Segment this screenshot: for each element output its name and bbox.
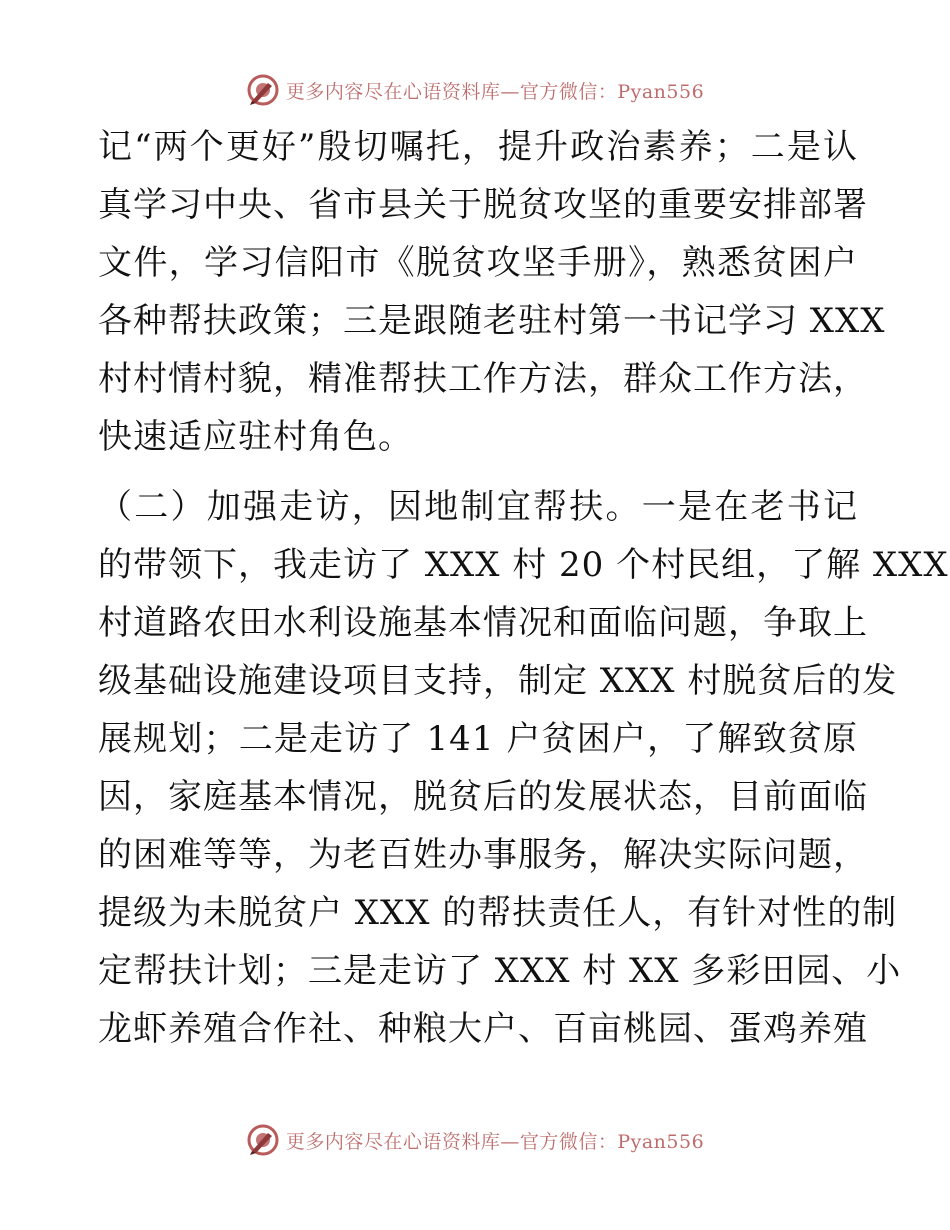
header-watermark xyxy=(0,70,950,110)
text-line: 快速适应驻村角色。 xyxy=(98,417,413,457)
text-line: 定帮扶计划；三是走访了 XXX 村 XX 多彩田园、小 xyxy=(98,951,902,991)
text-line: 的困难等等，为老百姓办事服务，解决实际问题， xyxy=(98,835,868,875)
text-line: 记“两个更好”殷切嘱托，提升政治素养；二是认 xyxy=(98,127,858,167)
footer-watermark-text: 更多内容尽在心语资料库—官方微信：Pyan556 xyxy=(285,1130,705,1153)
pen-logo-icon xyxy=(246,73,280,107)
paragraph-2 xyxy=(98,478,949,1058)
header-watermark-text: 更多内容尽在心语资料库—官方微信：Pyan556 xyxy=(285,80,705,103)
text-line: 村村情村貌，精准帮扶工作方法，群众工作方法， xyxy=(98,359,868,399)
text-line: （二）加强走访，因地制宜帮扶。一是在老书记 xyxy=(98,487,858,527)
text-line: 因，家庭基本情况，脱贫后的发展状态，目前面临 xyxy=(98,777,868,817)
text-line: 的带领下，我走访了 XXX 村 20 个村民组，了解 XXX xyxy=(98,545,949,585)
pen-logo-icon xyxy=(246,1123,280,1157)
text-line: 展规划；二是走访了 141 户贫困户，了解致贫原 xyxy=(98,719,858,759)
text-line: 真学习中央、省市县关于脱贫攻坚的重要安排部署 xyxy=(98,185,868,225)
text-line: 各种帮扶政策；三是跟随老驻村第一书记学习 XXX xyxy=(98,301,886,341)
document-body xyxy=(98,118,949,1058)
text-line: 提级为未脱贫户 XXX 的帮扶责任人，有针对性的制 xyxy=(98,893,898,933)
paragraph-1 xyxy=(98,118,886,466)
text-line: 村道路农田水利设施基本情况和面临问题，争取上 xyxy=(98,603,868,643)
text-line: 文件，学习信阳市《脱贫攻坚手册》，熟悉贫困户 xyxy=(98,243,858,283)
text-line: 级基础设施建设项目支持，制定 XXX 村脱贫后的发 xyxy=(98,661,898,701)
paragraph-gap xyxy=(98,466,858,478)
text-line: 龙虾养殖合作社、种粮大户、百亩桃园、蛋鸡养殖 xyxy=(98,1009,868,1049)
footer-watermark xyxy=(0,1120,950,1160)
